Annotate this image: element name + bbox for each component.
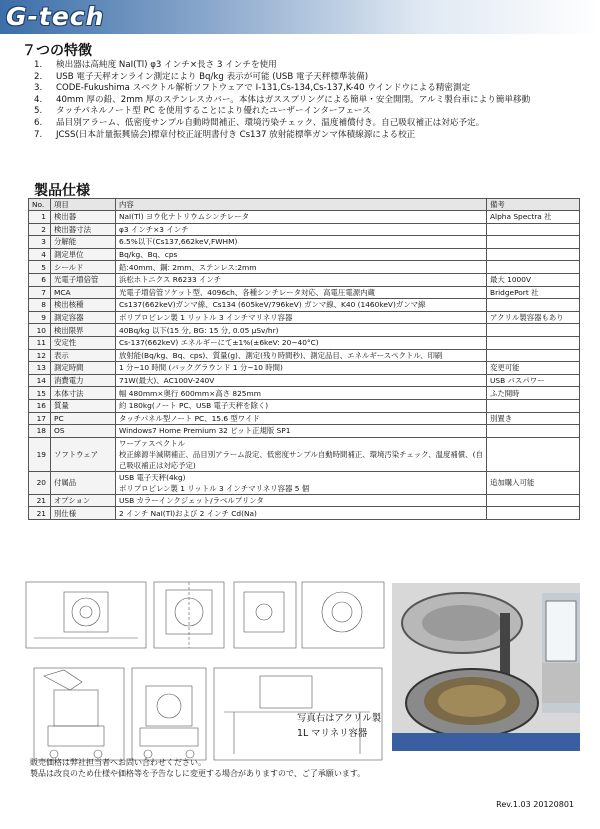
- footer-line-1: 販売価格は弊社担当者へお問い合わせください。: [30, 758, 206, 767]
- spec-row: [29, 324, 580, 337]
- spec-row: [29, 437, 580, 471]
- spec-content-cell: USB カラーインクジェット/ラベルプリンタ: [116, 494, 487, 507]
- spec-note-cell: [487, 223, 580, 236]
- spec-item-cell: 本体寸法: [51, 387, 116, 400]
- spec-row: [29, 248, 580, 261]
- spec-note-cell: [487, 507, 580, 520]
- feature-number: 1.: [34, 60, 43, 70]
- spec-item-cell: 安定性: [51, 336, 116, 349]
- spec-item-cell: シールド: [51, 261, 116, 274]
- spec-item-cell: 測定時間: [51, 362, 116, 375]
- spec-item-cell: 測定容器: [51, 311, 116, 324]
- revision-label: Rev.1.03 20120801: [496, 800, 574, 809]
- feature-number: 6.: [34, 117, 43, 128]
- spec-note-cell: USB バスパワー: [487, 374, 580, 387]
- feature-text: タッチパネルノート型 PC を使用することにより優れたユーザーインターフェース: [56, 106, 371, 117]
- spec-content-cell: 浜松ホトニクス R6233 インチ: [116, 273, 487, 286]
- photo-caption: [297, 711, 381, 741]
- spec-row: [29, 425, 580, 438]
- spec-note-cell: BridgePort 社: [487, 286, 580, 299]
- spec-note-cell: [487, 494, 580, 507]
- feature-item: [30, 72, 585, 84]
- spec-item-cell: PC: [51, 412, 116, 425]
- caption-line-1: 写真右はアクリル製: [297, 713, 382, 724]
- spec-note-cell: [487, 324, 580, 337]
- spec-item-cell: MCA: [51, 286, 116, 299]
- footer-notes: [30, 757, 365, 779]
- spec-note-cell: 変更可能: [487, 362, 580, 375]
- feature-text: CODE-Fukushima スペクトル解析ソフトウェアで I-131,Cs-134,Cs-137,K-40 ウインドウによる精密測定: [56, 83, 471, 94]
- spec-no-cell: 16: [29, 399, 51, 412]
- spec-content-cell: 40Bq/kg 以下(15 分, BG: 15 分, 0.05 μSv/hr): [116, 324, 487, 337]
- spec-row: [29, 223, 580, 236]
- spec-row: [29, 349, 580, 362]
- spec-content-cell: 約 180kg(ノート PC、USB 電子天秤を除く): [116, 399, 487, 412]
- spec-row: [29, 311, 580, 324]
- spec-content-cell: NaI(Tl) ヨウ化ナトリウムシンチレータ: [116, 211, 487, 224]
- spec-row: [29, 374, 580, 387]
- spec-note-cell: 別置き: [487, 412, 580, 425]
- spec-no-cell: 17: [29, 412, 51, 425]
- spec-row: [29, 236, 580, 249]
- gtech-logo: G-tech: [6, 2, 105, 31]
- spec-no-cell: 21: [29, 507, 51, 520]
- features-list: [30, 60, 585, 141]
- spec-item-cell: 別仕様: [51, 507, 116, 520]
- spec-note-cell: 最大 1000V: [487, 273, 580, 286]
- feature-text: USB 電子天秤オンライン測定により Bq/kg 表示が可能 (USB 電子天秤標準装備): [56, 71, 369, 82]
- spec-row: [29, 273, 580, 286]
- spec-item-cell: 消費電力: [51, 374, 116, 387]
- spec-table-header: [29, 199, 580, 211]
- spec-item-cell: 分解能: [51, 236, 116, 249]
- spec-row: [29, 261, 580, 274]
- spec-no-cell: 13: [29, 362, 51, 375]
- spec-no-cell: 3: [29, 236, 51, 249]
- spec-item-cell: 検出核種: [51, 299, 116, 312]
- spec-content-cell: ポリプロピレン製 1 リットル 3 インチマリネリ容器: [116, 311, 487, 324]
- spec-item-cell: 表示: [51, 349, 116, 362]
- spec-content-cell: 放射能(Bq/kg、Bq、cps)、質量(g)、測定(残り時間秒)、測定品目、エネルギースペクトル、印刷: [116, 349, 487, 362]
- header-no: No.: [29, 199, 51, 211]
- spec-note-cell: [487, 437, 580, 471]
- spec-note-cell: 追加購入可能: [487, 471, 580, 494]
- spec-note-cell: ふた開時: [487, 387, 580, 400]
- spec-note-cell: [487, 261, 580, 274]
- spec-row: [29, 362, 580, 375]
- feature-item: [30, 95, 585, 107]
- header-banner: [0, 0, 600, 34]
- spec-content-cell: 71W(最大)、AC100V-240V: [116, 374, 487, 387]
- feature-text: JCSS(日本計量振興協会)標章付校正証明書付き Cs137 放射能標準ガンマ体積線源による校正: [56, 129, 416, 140]
- footer-line-2: 製品は改良のため仕様や価格等を予告なしに変更する場合がありますので、ご了承願います。: [30, 769, 366, 778]
- spec-item-cell: 検出器寸法: [51, 223, 116, 236]
- spec-content-cell: タッチパネル型ノート PC、15.6 型ワイド: [116, 412, 487, 425]
- feature-number: 7.: [34, 129, 43, 140]
- spec-row: [29, 211, 580, 224]
- spec-no-cell: 4: [29, 248, 51, 261]
- spec-item-cell: OS: [51, 425, 116, 438]
- spec-content-cell: Cs-137(662keV) エネルギーにて±1%(±6keV: 20~40°C): [116, 336, 487, 349]
- spec-no-cell: 2: [29, 223, 51, 236]
- spec-note-cell: [487, 399, 580, 412]
- spec-no-cell: 14: [29, 374, 51, 387]
- spec-item-cell: 付属品: [51, 471, 116, 494]
- feature-item: [30, 106, 585, 118]
- caption-line-2: 1L マリネリ容器: [297, 728, 368, 739]
- feature-text: 40mm 厚の鉛、2mm 厚のステンレスカバー。本体はガススプリングによる簡単・安全開閉。アルミ製台車により簡単移動: [56, 94, 531, 105]
- spec-row: [29, 286, 580, 299]
- spec-row: [29, 387, 580, 400]
- feature-text: 検出器は高純度 NaI(Tl) φ3 インチ×長さ 3 インチを使用: [56, 60, 277, 70]
- spec-row: [29, 494, 580, 507]
- spec-content-cell: 鉛:40mm、鋼: 2mm、ステンレス:2mm: [116, 261, 487, 274]
- spec-row: [29, 412, 580, 425]
- spec-content-cell: Windows7 Home Premium 32 ビット正規版 SP1: [116, 425, 487, 438]
- specs-title: 製品仕様: [34, 183, 90, 199]
- feature-item: [30, 118, 585, 130]
- spec-no-cell: 11: [29, 336, 51, 349]
- feature-number: 2.: [34, 71, 43, 82]
- header-content: 内容: [116, 199, 487, 211]
- spec-row: [29, 471, 580, 494]
- feature-item: [30, 60, 585, 72]
- spec-no-cell: 15: [29, 387, 51, 400]
- spec-note-cell: [487, 349, 580, 362]
- spec-no-cell: 10: [29, 324, 51, 337]
- header-note: 備考: [487, 199, 580, 211]
- spec-content-cell: USB 電子天秤(4kg) ポリプロピレン製 1 リットル 3 インチマリネリ容器 5 個: [116, 471, 487, 494]
- spec-no-cell: 18: [29, 425, 51, 438]
- spec-content-cell: 光電子増倍管ソケット型、4096ch、各種シンチレータ対応、高電圧電源内蔵: [116, 286, 487, 299]
- spec-row: [29, 299, 580, 312]
- spec-content-cell: Cs137(662keV)ガンマ線、Cs134 (605keV/796keV) ガンマ線、K40 (1460keV)ガンマ線: [116, 299, 487, 312]
- spec-no-cell: 19: [29, 437, 51, 471]
- spec-note-cell: [487, 336, 580, 349]
- spec-row: [29, 336, 580, 349]
- spec-no-cell: 20: [29, 471, 51, 494]
- spec-no-cell: 21: [29, 494, 51, 507]
- header-item: 項目: [51, 199, 116, 211]
- spec-content-cell: 2 インチ NaI(Tl)および 2 インチ Cd(Na): [116, 507, 487, 520]
- spec-note-cell: [487, 299, 580, 312]
- spec-note-cell: アクリル製容器もあり: [487, 311, 580, 324]
- spec-row: [29, 507, 580, 520]
- spec-item-cell: 質量: [51, 399, 116, 412]
- spec-item-cell: 検出器: [51, 211, 116, 224]
- spec-content-cell: ワーブァスペクトル 校正線源半減期補正、品目別アラーム設定、低密度サンプル自動時間補正、環境汚染チェック、温度補償、(自己吸収補正は対応予定): [116, 437, 487, 471]
- feature-number: 3.: [34, 83, 43, 94]
- spec-content-cell: φ3 インチ×3 インチ: [116, 223, 487, 236]
- spec-item-cell: オプション: [51, 494, 116, 507]
- feature-number: 5.: [34, 106, 43, 117]
- spec-item-cell: 検出限界: [51, 324, 116, 337]
- spec-note-cell: [487, 425, 580, 438]
- spec-note-cell: [487, 236, 580, 249]
- spec-no-cell: 8: [29, 299, 51, 312]
- spec-content-cell: 1 分~10 時間 (バックグラウンド 1 分~10 時間): [116, 362, 487, 375]
- spec-no-cell: 7: [29, 286, 51, 299]
- features-title: ７つの特徴: [22, 43, 92, 59]
- product-photo: [392, 583, 580, 751]
- spec-content-cell: 6.5%以下(Cs137,662keV,FWHM): [116, 236, 487, 249]
- feature-number: 4.: [34, 94, 43, 105]
- spec-no-cell: 12: [29, 349, 51, 362]
- spec-item-cell: 光電子増倍管: [51, 273, 116, 286]
- feature-item: [30, 83, 585, 95]
- spec-note-cell: Alpha Spectra 社: [487, 211, 580, 224]
- spec-no-cell: 6: [29, 273, 51, 286]
- spec-content-cell: 幅 480mm×奥行 600mm×高さ 825mm: [116, 387, 487, 400]
- spec-content-cell: Bq/kg、Bq、cps: [116, 248, 487, 261]
- spec-table: [28, 198, 580, 520]
- feature-item: [30, 130, 585, 142]
- spec-no-cell: 1: [29, 211, 51, 224]
- spec-item-cell: 測定単位: [51, 248, 116, 261]
- feature-text: 品目別アラーム、低密度サンプル自動時間補正、環境汚染チェック、温度補償付き。自己吸収補正は対応予定。: [56, 117, 485, 128]
- spec-no-cell: 9: [29, 311, 51, 324]
- spec-row: [29, 399, 580, 412]
- spec-note-cell: [487, 248, 580, 261]
- spec-item-cell: ソフトウェア: [51, 437, 116, 471]
- spec-no-cell: 5: [29, 261, 51, 274]
